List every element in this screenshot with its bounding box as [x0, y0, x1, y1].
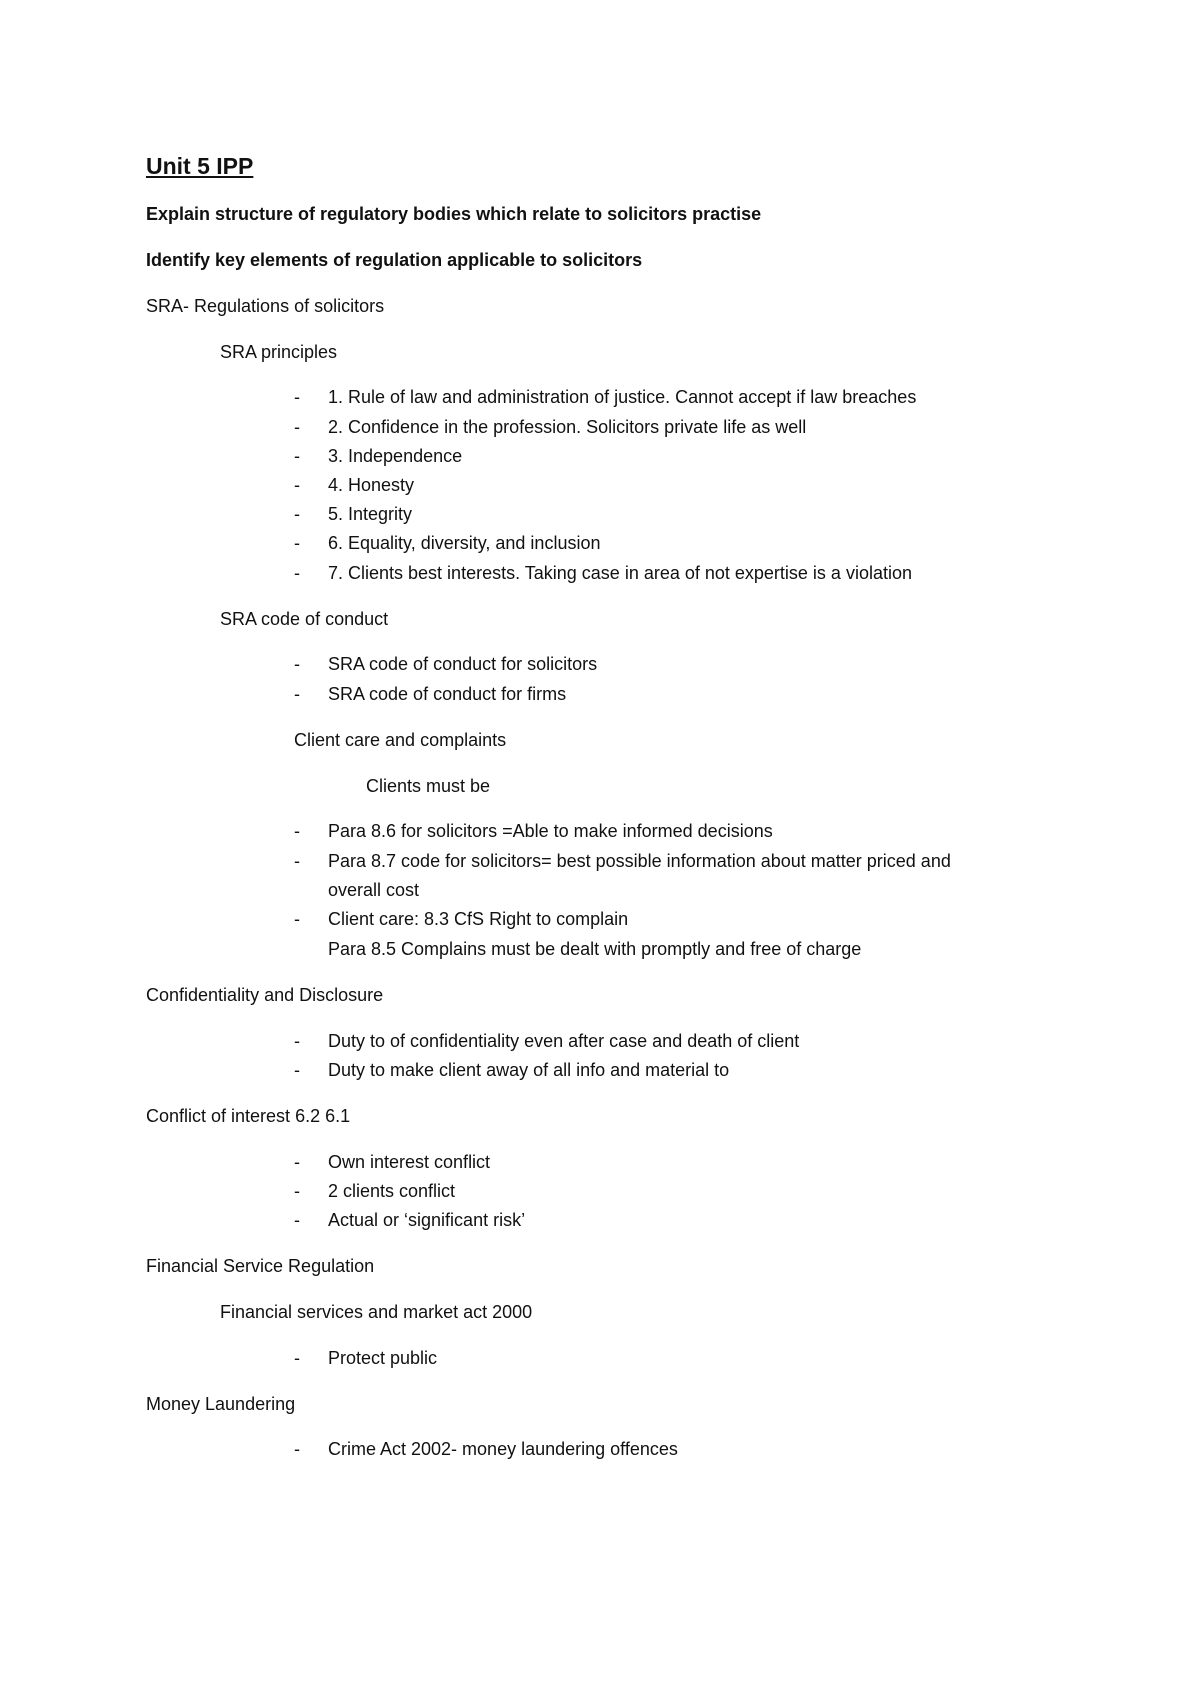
money-laundering-label: Money Laundering: [146, 1394, 296, 1414]
list-item: 3. Independence: [328, 446, 463, 466]
list-item: Protect public: [328, 1348, 438, 1368]
list-item: 7. Clients best interests. Taking case in area of not expertise is a violation: [328, 563, 912, 583]
list-dash: -: [294, 563, 300, 583]
list-dash: -: [294, 821, 300, 841]
list-item: 1. Rule of law and administration of justice. Cannot accept if law breaches: [328, 387, 917, 407]
list-item: Duty to of confidentiality even after case and death of client: [328, 1031, 800, 1051]
document-title: Unit 5 IPP: [146, 153, 254, 179]
list-dash: -: [294, 851, 300, 871]
heading-key-elements: Identify key elements of regulation applicable to solicitors: [146, 250, 643, 270]
list-item: SRA code of conduct for solicitors: [328, 654, 598, 674]
list-dash: -: [294, 654, 300, 674]
clients-must-be-label: Clients must be: [366, 776, 491, 796]
financial-label: Financial Service Regulation: [146, 1256, 375, 1276]
list-item: Para 8.6 for solicitors =Able to make informed decisions: [328, 821, 773, 841]
list-item-continuation: overall cost: [328, 880, 420, 900]
heading-structure: Explain structure of regulatory bodies which relate to solicitors practise: [146, 204, 762, 224]
list-item: Client care: 8.3 CfS Right to complain: [328, 909, 629, 929]
list-item: Actual or ‘significant risk’: [328, 1210, 526, 1230]
list-item: 5. Integrity: [328, 504, 413, 524]
list-item: Para 8.7 code for solicitors= best possible information about matter priced and: [328, 851, 951, 871]
list-dash: -: [294, 909, 300, 929]
list-dash: -: [294, 533, 300, 553]
list-dash: -: [294, 387, 300, 407]
list-item: 4. Honesty: [328, 475, 415, 495]
list-dash: -: [294, 1031, 300, 1051]
confidentiality-label: Confidentiality and Disclosure: [146, 985, 384, 1005]
sra-code-label: SRA code of conduct: [220, 609, 389, 629]
list-item: Duty to make client away of all info and material to: [328, 1060, 730, 1080]
list-item: Crime Act 2002- money laundering offences: [328, 1439, 678, 1459]
list-item: SRA code of conduct for firms: [328, 684, 567, 704]
client-care-label: Client care and complaints: [294, 730, 507, 750]
list-dash: -: [294, 475, 300, 495]
list-item: 2. Confidence in the profession. Solicitors private life as well: [328, 417, 807, 437]
list-item: 6. Equality, diversity, and inclusion: [328, 533, 601, 553]
list-dash: -: [294, 504, 300, 524]
list-item: Own interest conflict: [328, 1152, 491, 1172]
list-dash: -: [294, 1152, 300, 1172]
sra-regulations-label: SRA- Regulations of solicitors: [146, 296, 385, 316]
list-item: 2 clients conflict: [328, 1181, 456, 1201]
list-dash: -: [294, 446, 300, 466]
list-dash: -: [294, 1210, 300, 1230]
list-item-continuation: Para 8.5 Complains must be dealt with promptly and free of charge: [328, 939, 862, 959]
list-dash: -: [294, 417, 300, 437]
list-dash: -: [294, 1181, 300, 1201]
list-dash: -: [294, 1348, 300, 1368]
list-dash: -: [294, 684, 300, 704]
conflict-label: Conflict of interest 6.2 6.1: [146, 1106, 351, 1126]
sra-principles-label: SRA principles: [220, 342, 338, 362]
list-dash: -: [294, 1060, 300, 1080]
list-dash: -: [294, 1439, 300, 1459]
financial-act-label: Financial services and market act 2000: [220, 1302, 533, 1322]
